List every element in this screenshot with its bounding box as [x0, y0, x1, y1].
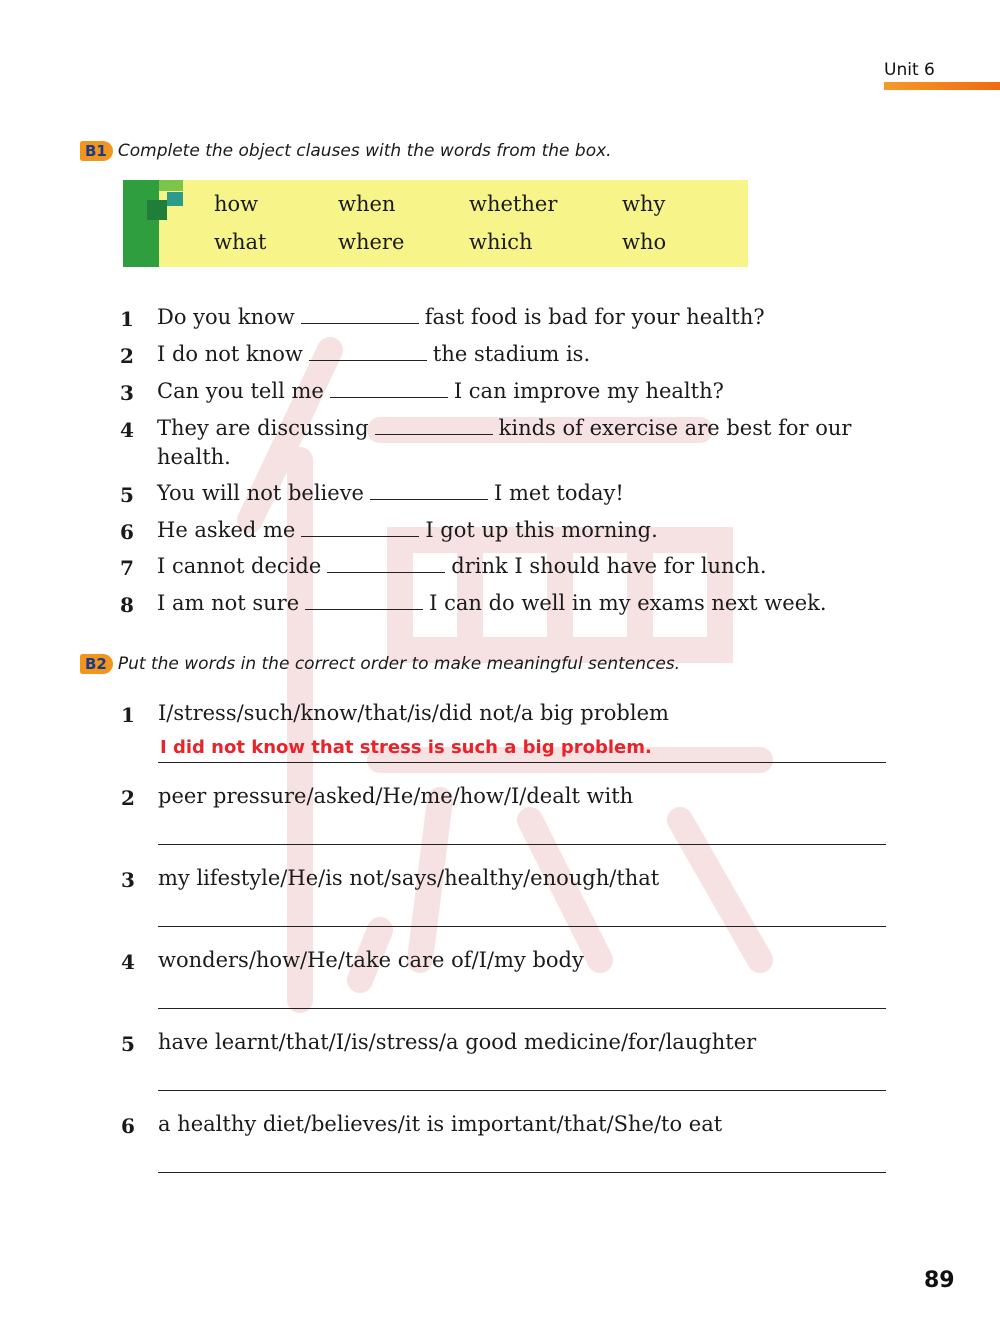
answer-blank[interactable]: [370, 483, 488, 500]
question-text: I can do well in my exams next week.: [429, 591, 827, 615]
b1-question: [157, 554, 767, 578]
question-number: 2: [120, 344, 134, 368]
word-box: [123, 180, 748, 267]
question-text: the stadium is.: [432, 342, 591, 366]
question-number: 2: [121, 786, 135, 810]
answer-line[interactable]: [158, 1008, 886, 1009]
unit-bar: [884, 82, 1000, 90]
b2-question: peer pressure/asked/He/me/how/I/dealt with: [158, 784, 634, 808]
answer-line[interactable]: [158, 1172, 886, 1173]
b1-question: [157, 305, 765, 329]
b2-question: have learnt/that/I/is/stress/a good medicine/for/laughter: [158, 1030, 757, 1054]
b2-question: I/stress/such/know/that/is/did not/a big problem: [158, 701, 669, 725]
answer-blank[interactable]: [309, 344, 427, 361]
question-text: They are discussing: [157, 416, 369, 440]
question-text-continued: health.: [157, 445, 231, 469]
question-number: 4: [120, 418, 134, 442]
question-number: 4: [121, 950, 135, 974]
b1-question: [157, 416, 851, 440]
question-text: Do you know: [157, 305, 295, 329]
question-text: Can you tell me: [157, 379, 324, 403]
b2-question: wonders/how/He/take care of/I/my body: [158, 948, 584, 972]
box-word: which: [469, 230, 533, 254]
question-number: 5: [121, 1032, 135, 1056]
b2-badge: B2: [80, 654, 113, 674]
question-text: fast food is bad for your health?: [424, 305, 765, 329]
question-text: kinds of exercise are best for our: [498, 416, 852, 440]
question-text: I am not sure: [157, 591, 300, 615]
answer-line[interactable]: [158, 1090, 886, 1091]
word-box-square: [159, 180, 183, 191]
question-text: I cannot decide: [157, 554, 322, 578]
word-box-square: [167, 192, 183, 206]
answer-blank[interactable]: [301, 520, 419, 537]
question-number: 6: [120, 520, 134, 544]
answer-line[interactable]: [158, 926, 886, 927]
question-number: 3: [121, 868, 135, 892]
page-number: 89: [924, 1268, 955, 1293]
box-word: when: [338, 192, 396, 216]
answer-blank[interactable]: [305, 593, 423, 610]
answer-blank[interactable]: [330, 381, 448, 398]
box-word: whether: [469, 192, 558, 216]
question-number: 3: [120, 381, 134, 405]
b2-question: a healthy diet/believes/it is important/that/She/to eat: [158, 1112, 723, 1136]
question-number: 5: [120, 483, 134, 507]
b1-question: [157, 591, 827, 615]
word-box-square: [147, 200, 167, 220]
question-text: I got up this morning.: [425, 518, 658, 542]
answer-blank[interactable]: [375, 418, 493, 435]
box-word: what: [214, 230, 267, 254]
question-number: 6: [121, 1114, 135, 1138]
box-word: who: [622, 230, 667, 254]
b1-question: [157, 481, 624, 505]
answer-blank[interactable]: [327, 556, 445, 573]
question-number: 1: [120, 307, 134, 331]
b2-instruction: Put the words in the correct order to make meaningful sentences.: [117, 654, 681, 674]
question-text: You will not believe: [157, 481, 364, 505]
answer-blank[interactable]: [301, 307, 419, 324]
b2-question: my lifestyle/He/is not/says/healthy/enough/that: [158, 866, 660, 890]
b1-question: [157, 342, 590, 366]
b1-header: [80, 141, 612, 161]
b2-header: [80, 654, 680, 674]
question-number: 1: [121, 703, 135, 727]
box-word: how: [214, 192, 259, 216]
question-text: drink I should have for lunch.: [451, 554, 767, 578]
answer-line[interactable]: [158, 844, 886, 845]
question-text: He asked me: [157, 518, 296, 542]
word-box-stripe: [123, 180, 159, 267]
question-text: I met today!: [494, 481, 624, 505]
unit-label: Unit 6: [884, 60, 935, 80]
b1-instruction: Complete the object clauses with the words from the box.: [117, 141, 612, 161]
question-text: I do not know: [157, 342, 303, 366]
b1-badge: B1: [80, 141, 113, 161]
box-word: why: [622, 192, 666, 216]
question-number: 8: [120, 593, 134, 617]
b1-question: [157, 518, 658, 542]
answer-line[interactable]: [158, 762, 886, 763]
question-text: I can improve my health?: [453, 379, 724, 403]
question-number: 7: [120, 556, 134, 580]
example-answer: I did not know that stress is such a big problem.: [160, 737, 652, 758]
box-word: where: [338, 230, 405, 254]
b1-question: [157, 379, 724, 403]
